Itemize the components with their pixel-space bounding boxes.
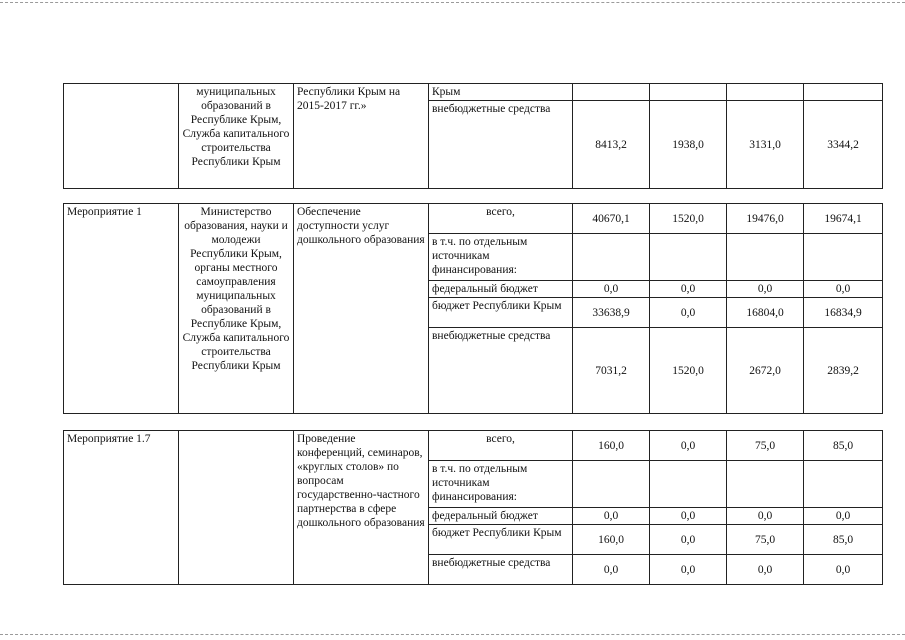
value-cell: 3131,0: [727, 101, 804, 189]
value-cell: 0,0: [804, 281, 883, 298]
table-row: [64, 84, 883, 101]
value-cell: 0,0: [804, 508, 883, 525]
value-cell: [573, 84, 650, 101]
value-cell: [727, 461, 804, 508]
value-cell: 33638,9: [573, 298, 650, 328]
source-cell: федеральный бюджет: [429, 281, 573, 298]
value-cell: 0,0: [573, 555, 650, 585]
event-name-cell: Мероприятие 1.7: [64, 431, 179, 585]
value-cell: 75,0: [727, 431, 804, 461]
source-cell: в т.ч. по отдельным источникам финансирования:: [429, 234, 573, 281]
event-cell: [64, 84, 179, 189]
value-cell: 0,0: [650, 508, 727, 525]
value-cell: [650, 84, 727, 101]
value-cell: [727, 234, 804, 281]
value-cell: 0,0: [727, 508, 804, 525]
value-cell: 7031,2: [573, 328, 650, 414]
source-cell: внебюджетные средства: [429, 555, 573, 585]
value-cell: [804, 234, 883, 281]
scan-bottom-edge: [0, 634, 905, 635]
value-cell: 8413,2: [573, 101, 650, 189]
source-cell: бюджет Республики Крым: [429, 525, 573, 555]
value-cell: [650, 461, 727, 508]
table-row: [64, 431, 883, 461]
goal-cell: Проведение конференций, семинаров, «круглых столов» по вопросам государственно-частного партнерства в сфере дошкольного образования: [294, 431, 429, 585]
value-cell: 1520,0: [650, 328, 727, 414]
value-cell: [804, 461, 883, 508]
value-cell: 2672,0: [727, 328, 804, 414]
scan-top-edge: [0, 2, 905, 3]
value-cell: 0,0: [727, 281, 804, 298]
value-cell: 0,0: [650, 281, 727, 298]
value-cell: 0,0: [650, 298, 727, 328]
source-cell: в т.ч. по отдельным источникам финансирования:: [429, 461, 573, 508]
executor-cell: Министерство образования, науки и молодежи Республики Крым, органы местного самоуправления муниципальных образований в Республике Крым, Служба капитального строительства Республики Крым: [179, 204, 294, 414]
event-name-cell: Мероприятие 1: [64, 204, 179, 414]
executor-cell: [179, 431, 294, 585]
value-cell: 2839,2: [804, 328, 883, 414]
value-cell: [727, 84, 804, 101]
value-cell: 19476,0: [727, 204, 804, 234]
value-cell: [573, 461, 650, 508]
value-cell: 75,0: [727, 525, 804, 555]
source-cell: внебюджетные средства: [429, 101, 573, 189]
value-cell: [573, 234, 650, 281]
value-cell: 160,0: [573, 431, 650, 461]
source-cell: всего,: [429, 431, 573, 461]
table-row: [64, 204, 883, 234]
value-cell: 40670,1: [573, 204, 650, 234]
value-cell: 19674,1: [804, 204, 883, 234]
value-cell: [650, 234, 727, 281]
value-cell: 0,0: [573, 281, 650, 298]
value-cell: 0,0: [727, 555, 804, 585]
value-cell: 160,0: [573, 525, 650, 555]
value-cell: 0,0: [650, 431, 727, 461]
value-cell: 16804,0: [727, 298, 804, 328]
executor-cell: муниципальных образований в Республике Крым, Служба капитального строительства Республики Крым: [179, 84, 294, 189]
value-cell: [804, 84, 883, 101]
source-cell: внебюджетные средства: [429, 328, 573, 414]
value-cell: 85,0: [804, 525, 883, 555]
source-cell: всего,: [429, 204, 573, 234]
table-block-continuation: [63, 83, 883, 189]
value-cell: 85,0: [804, 431, 883, 461]
goal-cell: Обеспечение доступности услуг дошкольного образования: [294, 204, 429, 414]
source-cell: федеральный бюджет: [429, 508, 573, 525]
value-cell: 0,0: [650, 525, 727, 555]
value-cell: 1938,0: [650, 101, 727, 189]
value-cell: 0,0: [804, 555, 883, 585]
value-cell: 0,0: [573, 508, 650, 525]
table-block-event-1: [63, 203, 883, 414]
value-cell: 16834,9: [804, 298, 883, 328]
value-cell: 1520,0: [650, 204, 727, 234]
source-cell: Крым: [429, 84, 573, 101]
value-cell: 3344,2: [804, 101, 883, 189]
value-cell: 0,0: [650, 555, 727, 585]
source-cell: бюджет Республики Крым: [429, 298, 573, 328]
table-block-event-1-7: [63, 430, 883, 585]
program-cell: Республики Крым на 2015-2017 гг.»: [294, 84, 429, 189]
